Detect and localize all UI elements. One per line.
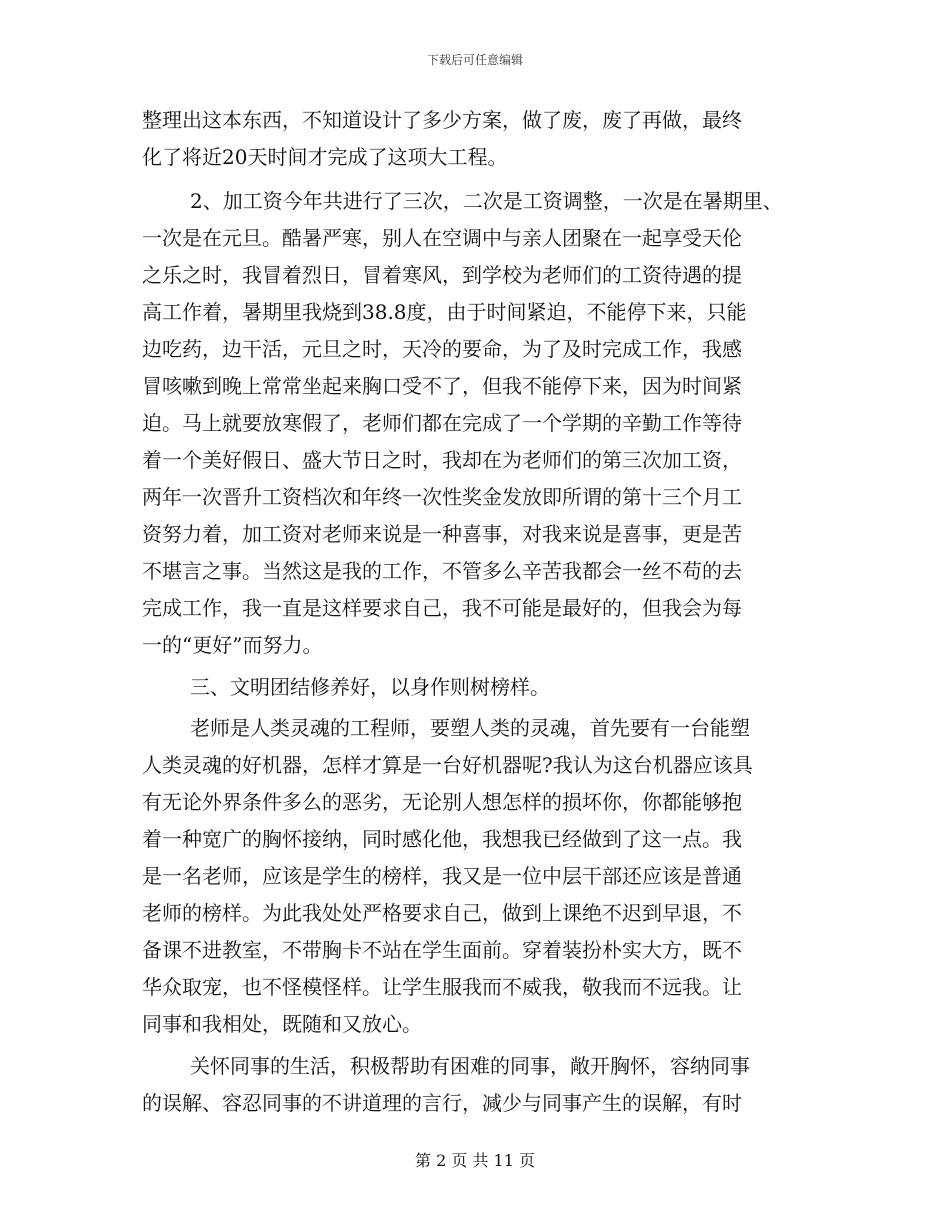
text-line: 着一个美好假日、盛大节日之时，我却在为老师们的第三次加工资， xyxy=(142,448,742,472)
text-line: 之乐之时，我冒着烈日，冒着寒风，到学校为老师们的工资待遇的提 xyxy=(142,263,742,287)
text-line: 整理出这本东西，不知道设计了多少方案，做了废，废了再做，最终 xyxy=(142,108,742,132)
page-header: 下载后可任意编辑 xyxy=(426,53,523,67)
text-line: 迫。马上就要放寒假了，老师们都在完成了一个学期的辛勤工作等待 xyxy=(142,411,742,435)
text-line: 冒咳嗽到晚上常常坐起来胸口受不了，但我不能停下来，因为时间紧 xyxy=(142,374,742,398)
text-line: 边吃药，边干活，元旦之时，天冷的要命，为了及时完成工作，我感 xyxy=(142,337,742,361)
text-line: 老师是人类灵魂的工程师，要塑人类的灵魂，首先要有一台能塑 xyxy=(190,716,750,740)
text-line: 化了将近20天时间才完成了这项大工程。 xyxy=(142,145,508,169)
text-line: 华众取宠，也不怪模怪样。让学生服我而不威我，敬我而不远我。让 xyxy=(142,975,742,999)
text-line: 资努力着，加工资对老师来说是一种喜事，对我来说是喜事，更是苦 xyxy=(142,522,742,546)
text-line: 同事和我相处，既随和又放心。 xyxy=(142,1012,422,1036)
text-line: 完成工作，我一直是这样要求自己，我不可能是最好的，但我会为每 xyxy=(142,596,742,620)
text-line: 两年一次晋升工资档次和年终一次性奖金发放即所谓的第十三个月工 xyxy=(142,485,742,509)
text-line: 关怀同事的生活，积极帮助有困难的同事，敞开胸怀，容纳同事 xyxy=(190,1054,750,1078)
text-line: 老师的榜样。为此我处处严格要求自己，做到上课绝不迟到早退，不 xyxy=(142,901,742,925)
text-line: 备课不进教室，不带胸卡不站在学生面前。穿着装扮朴实大方，既不 xyxy=(142,938,742,962)
text-line: 的误解、容忍同事的不讲道理的言行，减少与同事产生的误解，有时 xyxy=(142,1091,742,1115)
text-line: 是一名老师，应该是学生的榜样，我又是一位中层干部还应该是普通 xyxy=(142,864,742,888)
text-line: 人类灵魂的好机器，怎样才算是一台好机器呢?我认为这台机器应该具 xyxy=(142,753,753,777)
section-heading: 三、文明团结修养好，以身作则树榜样。 xyxy=(190,675,550,699)
text-line: 着一种宽广的胸怀接纳，同时感化他，我想我已经做到了这一点。我 xyxy=(142,827,742,851)
text-line: 高工作着，暑期里我烧到38.8度，由于时间紧迫，不能停下来，只能 xyxy=(142,300,747,324)
text-line: 有无论外界条件多么的恶劣，无论别人想怎样的损坏你，你都能够抱 xyxy=(142,790,742,814)
text-line: 2、加工资今年共进行了三次，二次是工资调整，一次是在暑期里、 xyxy=(190,189,783,213)
text-line: 不堪言之事。当然这是我的工作，不管多么辛苦我都会一丝不苟的去 xyxy=(142,559,742,583)
text-line: 一次是在元旦。酷暑严寒，别人在空调中与亲人团聚在一起享受天伦 xyxy=(142,226,742,250)
page-footer: 第 2 页 共 11 页 xyxy=(415,1151,535,1170)
text-line: 一的“更好”而努力。 xyxy=(142,633,323,657)
